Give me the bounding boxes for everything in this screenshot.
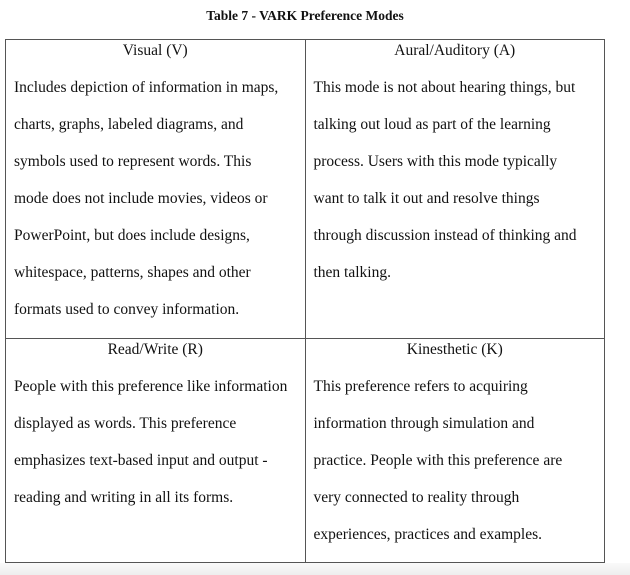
cell-kinesthetic xyxy=(305,339,605,563)
cell-text-line: experiences, practices and examples. xyxy=(313,526,543,543)
cell-text-line: through discussion instead of thinking and xyxy=(313,227,577,244)
table-row xyxy=(6,40,605,339)
cell-text-line: PowerPoint, but does include designs, xyxy=(14,227,250,244)
cell-text-line: talking out loud as part of the learning xyxy=(313,116,551,133)
cell-text-line: charts, graphs, labeled diagrams, and xyxy=(14,116,244,133)
cell-heading: Visual (V) xyxy=(122,42,188,59)
cell-read-write xyxy=(6,339,306,563)
cell-text-line: Includes depiction of information in maps, xyxy=(14,79,279,96)
cell-text-line: want to talk it out and resolve things xyxy=(313,190,540,207)
cell-text-line: This preference refers to acquiring xyxy=(313,378,528,395)
page-shadow xyxy=(0,563,630,575)
cell-text-line: People with this preference like information xyxy=(14,378,288,395)
cell-heading: Aural/Auditory (A) xyxy=(394,42,516,59)
cell-visual xyxy=(6,40,306,339)
table-title: Table 7 - VARK Preference Modes xyxy=(206,8,404,23)
cell-text-line: whitespace, patterns, shapes and other xyxy=(14,264,251,281)
cell-text-line: reading and writing in all its forms. xyxy=(14,489,234,506)
cell-text-line: symbols used to represent words. This xyxy=(14,153,252,170)
table-row xyxy=(6,339,605,563)
cell-text-line: then talking. xyxy=(313,264,391,281)
cell-text-line: displayed as words. This preference xyxy=(14,415,237,432)
cell-aural xyxy=(305,40,605,339)
cell-text-line: process. Users with this mode typically xyxy=(313,153,558,170)
cell-text-line: emphasizes text-based input and output - xyxy=(14,452,268,469)
cell-text-line: formats used to convey information. xyxy=(14,301,240,318)
cell-text-line: This mode is not about hearing things, but xyxy=(313,79,576,96)
cell-text-line: mode does not include movies, videos or xyxy=(14,190,268,207)
cell-text-line: very connected to reality through xyxy=(313,489,520,506)
cell-text-line: practice. People with this preference are xyxy=(313,452,563,469)
cell-heading: Kinesthetic (K) xyxy=(406,341,503,358)
cell-heading: Read/Write (R) xyxy=(107,341,203,358)
vark-table xyxy=(5,39,605,563)
cell-text-line: information through simulation and xyxy=(313,415,535,432)
